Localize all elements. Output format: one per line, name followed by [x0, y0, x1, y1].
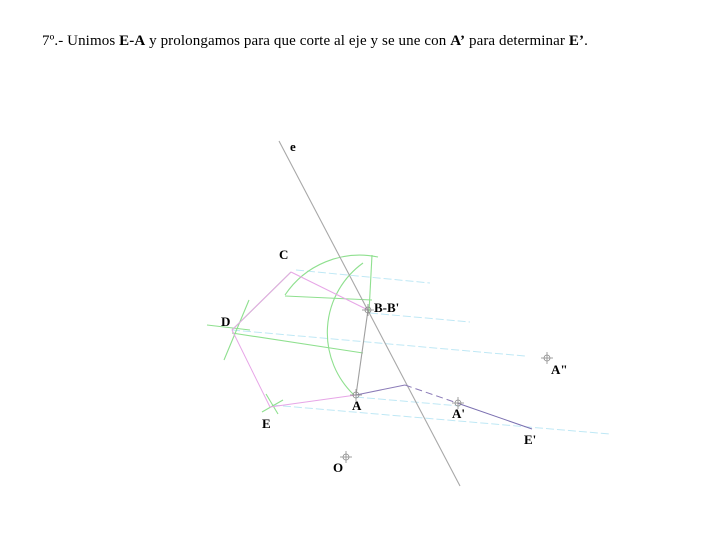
label-e1: E' — [524, 432, 537, 447]
construction-arc-top — [285, 255, 378, 295]
pentagon-sides — [232, 272, 368, 407]
label-o: O — [333, 460, 344, 475]
marker-b — [362, 304, 374, 316]
construction-line-1 — [369, 255, 372, 312]
label-a: A — [352, 398, 362, 413]
prolongation-a-axis — [356, 385, 405, 395]
parallel-line-a — [356, 397, 460, 406]
label-a2: A" — [551, 362, 568, 377]
label-b-b1: B-B' — [374, 300, 400, 315]
construction-arc-large — [327, 263, 363, 395]
side-e-a — [270, 395, 356, 407]
segment-a1-e1 — [460, 404, 532, 429]
caption-end: . — [584, 33, 588, 49]
caption-result: E’ — [568, 33, 585, 49]
side-d-e — [232, 330, 270, 407]
side-c-b — [291, 272, 368, 310]
caption-segment: E-A — [119, 33, 146, 49]
caption-middle: y prolongamos para que corte al eje y se une con — [149, 33, 447, 49]
construction-line-2 — [285, 296, 372, 300]
parallel-lines — [232, 270, 610, 434]
point-markers — [340, 304, 553, 463]
caption-prefix: 7º.- Unimos — [42, 33, 116, 49]
caption-point: A’ — [450, 33, 466, 49]
caption-suffix: para determinar — [468, 33, 565, 49]
parallel-line-d — [232, 330, 525, 356]
construction-line-3 — [232, 333, 363, 353]
parallel-line-e — [272, 405, 610, 434]
label-c: C — [279, 247, 289, 262]
axis-e — [279, 141, 460, 486]
dashed-axis-a1 — [405, 385, 460, 404]
parallel-line-c — [296, 270, 430, 283]
label-d: D — [221, 314, 231, 329]
construction-lines — [207, 255, 378, 414]
label-a1: A' — [452, 406, 465, 421]
label-axis-e: e — [290, 139, 296, 154]
side-c-d — [232, 272, 291, 330]
label-e: E — [262, 416, 271, 431]
